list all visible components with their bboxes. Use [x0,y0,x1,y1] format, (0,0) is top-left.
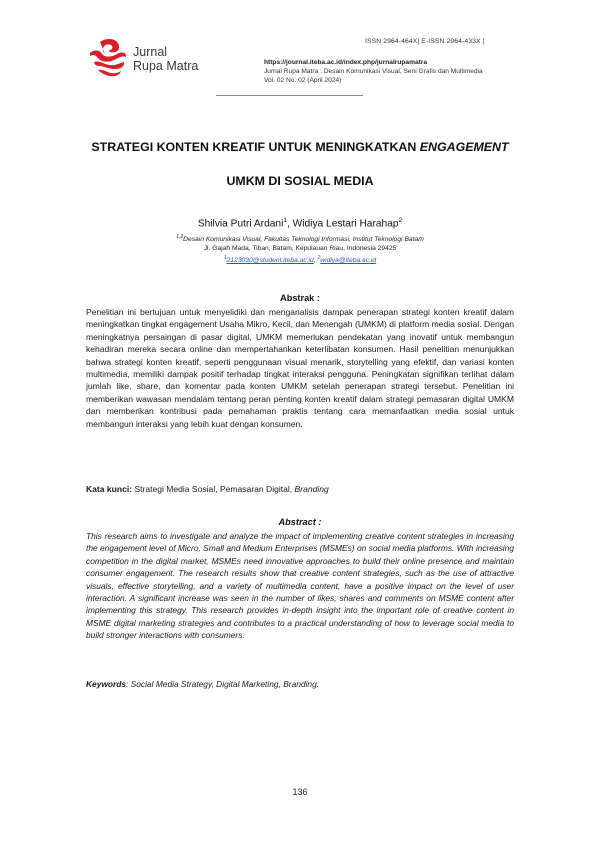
kata-kunci-italic: Branding [294,484,329,494]
author-list [0,217,600,229]
header-divider [216,95,363,96]
affiliation-sup: 1,2 [176,234,184,240]
keywords-text: : Social Media Strategy, Digital Marketing, Branding. [126,679,320,689]
affiliation-text: Desain Komunikasi Visual, Fakultas Teknologi Informasi, Institut Teknologi Batam [183,236,424,244]
author-emails [0,255,600,264]
journal-meta [264,58,483,86]
email-separator: , [313,257,318,265]
title-main: STRATEGI KONTEN KREATIF UNTUK MENINGKATKAN [91,140,420,154]
logo-line-2: Rupa Matra [133,59,199,73]
email-2-sup: 2 [317,255,321,261]
email-2-link[interactable]: widiya@iteba.ac.id [320,257,377,265]
author-2: Widiya Lestari Harahap [292,218,399,230]
abstrak-body: Penelitian ini bertujuan untuk menyelidiki dan menganalisis dampak penerapan strategi konten kreatif dalam meningkatkan tingkat engagement Usaha Mikro, Kecil, dan Menengah (UMKM) di platform media sosial. Dengan meningkatnya persaingan di pasar digital, UMKM memerlukan pendekatan yang inovatif untuk membangun kehadiran mereka secara online dan mempertahankan keterlibatan konsumen. Hasil penelitian menunjukkan bahwa strategi konten kreatif, seperti penggunaan visual menarik, storytelling yang efektif, dan variasi konten multimedia, memiliki dampak positif terhadap tingkat interaksi pengguna. Peningkatan signifikan terlihat dalam jumlah like, share, dan komentar pada konten UMKM setelah penerapan strategi tersebut. Penelitian ini memberikan wawasan mendalam tentang peran penting konten kreatif dalam strategi pemasaran digital UMKM dan memberikan kontribusi pada pemahaman praktis tentang cara memanfaatkan media sosial untuk membangun interaksi yang lebih kuat dengan konsumen. [86,307,514,429]
paper-title-line-2: UMKM DI SOSIAL MEDIA [226,174,374,188]
title-italic: ENGAGEMENT [419,140,509,154]
affiliation [0,234,600,243]
issn-text: ISSN 2964-464X| E-ISSN 2964-433X | [365,38,485,45]
keywords-label: Keywords [86,679,127,689]
email-1-link[interactable]: 2123030@student.iteba.ac.id [226,257,314,265]
kata-kunci-text: Strategi Media Sosial, Pemasaran Digital, [132,484,295,494]
logo-line-1: Jurnal [133,45,168,59]
author-1-sup: 1 [283,217,287,224]
kata-kunci-label: Kata kunci: [86,484,133,494]
abstrak-heading: Abstrak : [280,293,320,303]
paper-title-line-1 [0,140,600,154]
email-1-sup: 1 [223,255,227,261]
abstract-heading: Abstract : [278,517,322,527]
abstract-body: This research aims to investigate and analyze the impact of implementing creative content strategies in increasing the engagement level of Micro, Small and Medium Enterprises (MSMEs) on social media platforms. With increasing competition in the digital market, MSMEs need innovative approaches to build their online presence and maintain consumer engagement. The research results show that creative content strategies, such as the use of attractive visuals, effective storytelling, and a variety of multimedia content, have a positive impact on the level of user interaction. A significant increase was seen in the number of likes, shares and comments on MSME content after implementing this strategy. This research provides in-depth insight into the important role of creative content in MSME digital marketing strategies and contributes to a practical understanding of how to leverage social media to build stronger interactions with consumers. [86,531,514,641]
journal-header [0,0,600,110]
journal-logo-text [133,45,198,73]
author-separator: , [286,218,293,230]
journal-volume: Vol. 02 No. 02 (April 2024) [264,77,342,85]
rupa-matra-logo-icon [86,36,130,80]
address: Jl. Gajah Mada, Tiban, Batam, Kepulauan Riau, Indonesia 29425 [203,245,397,252]
page-number: 136 [292,787,308,797]
kata-kunci [86,484,329,494]
journal-name: Jurnal Rupa Matra : Desain Komunikasi Visual, Seni Grafis dan Multimedia [264,68,483,76]
keywords [86,679,319,689]
author-1: Shilvia Putri Ardani [197,218,284,230]
author-2-sup: 2 [398,217,403,224]
journal-url-link[interactable]: https://journal.iteba.ac.id/index.php/jurnalrupamatra [264,59,428,66]
